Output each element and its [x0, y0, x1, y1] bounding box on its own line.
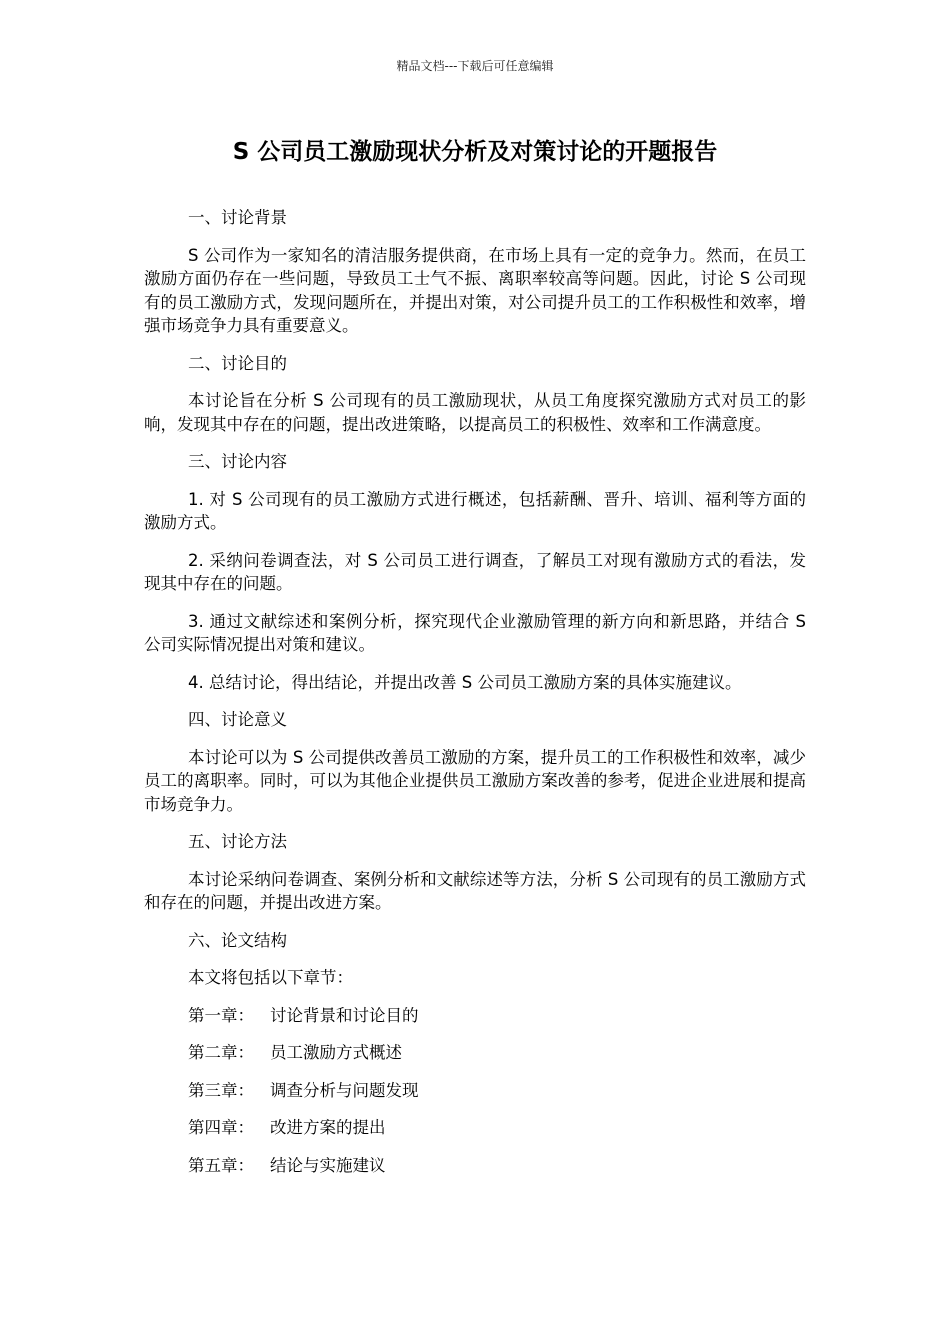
section-structure	[144, 929, 806, 1178]
list-item: 3. 通过文献综述和案例分析，探究现代企业激励管理的新方向和新思路，并结合 S 公司实际情况提出对策和建议。	[144, 611, 806, 654]
list-item: 2. 采纳问卷调查法，对 S 公司员工进行调查，了解员工对现有激励方式的看法，发现其中存在的问题。	[144, 550, 806, 593]
section-heading: 五、讨论方法	[188, 832, 287, 851]
chapter-text: 改进方案的提出	[270, 1118, 386, 1137]
section-heading: 三、讨论内容	[188, 452, 287, 471]
chapter-label: 第二章：	[188, 1043, 254, 1062]
structure-intro: 本文将包括以下章节：	[188, 968, 353, 987]
chapter-item	[144, 1041, 806, 1065]
chapter-text: 员工激励方式概述	[270, 1043, 402, 1062]
chapter-text: 调查分析与问题发现	[270, 1080, 419, 1100]
chapter-item	[144, 1154, 806, 1178]
chapter-item	[144, 1079, 806, 1103]
header-note: 精品文档---下载后可任意编辑	[396, 59, 554, 73]
section-content	[144, 450, 806, 694]
section-significance	[144, 708, 806, 816]
chapter-item	[144, 1116, 806, 1140]
paragraph: S 公司作为一家知名的清洁服务提供商，在市场上具有一定的竞争力。然而，在员工激励方面仍存在一些问题，导致员工士气不振、离职率较高等问题。因此，讨论 S 公司现有的员工激励方式，发现问题所在，并提出对策，对公司提升员工的工作积极性和效率，增强市场竞争力具有重要意义。	[144, 245, 806, 335]
section-method	[144, 830, 806, 915]
section-purpose	[144, 352, 806, 437]
section-heading: 四、讨论意义	[188, 710, 287, 729]
chapter-text: 讨论背景和讨论目的	[270, 1005, 419, 1025]
chapter-label: 第五章：	[188, 1155, 254, 1175]
paragraph: 本讨论采纳问卷调查、案例分析和文献综述等方法，分析 S 公司现有的员工激励方式和存在的问题，并提出改进方案。	[144, 869, 806, 912]
chapter-label: 第三章：	[188, 1080, 254, 1100]
chapter-label: 第四章：	[188, 1118, 254, 1137]
chapter-text: 结论与实施建议	[270, 1155, 386, 1175]
paragraph: 本讨论旨在分析 S 公司现有的员工激励现状，从员工角度探究激励方式对员工的影响，发现其中存在的问题，提出改进策略，以提高员工的积极性、效率和工作满意度。	[144, 391, 806, 434]
document-title: S 公司员工激励现状分析及对策讨论的开题报告	[232, 139, 718, 165]
section-background	[144, 206, 806, 338]
chapter-item	[144, 1004, 806, 1028]
section-heading: 二、讨论目的	[188, 353, 287, 373]
section-heading: 六、论文结构	[188, 930, 287, 950]
paragraph: 本讨论可以为 S 公司提供改善员工激励的方案，提升员工的工作积极性和效率，减少员工的离职率。同时，可以为其他企业提供员工激励方案改善的参考，促进企业进展和提高市场竞争力。	[144, 747, 806, 814]
list-item: 1. 对 S 公司现有的员工激励方式进行概述，包括薪酬、晋升、培训、福利等方面的激励方式。	[144, 489, 806, 532]
chapter-label: 第一章：	[188, 1005, 254, 1025]
document-body	[144, 206, 806, 1191]
section-heading: 一、讨论背景	[188, 208, 287, 227]
list-item: 4. 总结讨论，得出结论，并提出改善 S 公司员工激励方案的具体实施建议。	[188, 672, 742, 692]
